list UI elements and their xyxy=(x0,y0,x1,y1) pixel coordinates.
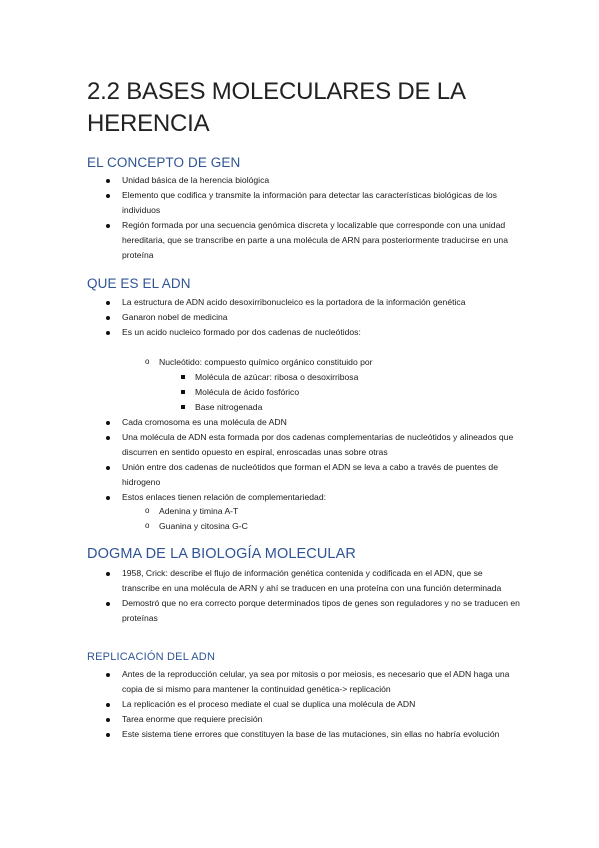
list-adn-subsub xyxy=(195,370,515,415)
list-item: Este sistema tiene errores que constituyen la base de las mutaciones, sin ellas no habría evolución xyxy=(122,727,522,742)
list-adn-pairs xyxy=(159,504,519,534)
list-gen xyxy=(122,173,522,263)
list-item: Ganaron nobel de medicina xyxy=(122,310,522,325)
heading-adn: QUE ES EL ADN xyxy=(87,276,191,291)
heading-gen: EL CONCEPTO DE GEN xyxy=(87,155,241,170)
list-replicacion xyxy=(122,667,522,742)
list-item: La replicación es el proceso mediate el cual se duplica una molécula de ADN xyxy=(122,697,522,712)
list-item: Molécula de ácido fosfórico xyxy=(195,385,515,400)
list-item: Estos enlaces tienen relación de complementariedad: xyxy=(122,490,522,505)
list-item: Antes de la reproducción celular, ya sea por mitosis o por meiosis, es necesario que el ADN haga una copia de si mismo para mantener la continuidad genética-> replicación xyxy=(122,667,522,697)
list-item: Unidad básica de la herencia biológica xyxy=(122,173,522,188)
list-item: Cada cromosoma es una molécula de ADN xyxy=(122,415,522,430)
page-title: 2.2 BASES MOLECULARES DE LA HERENCIA xyxy=(87,78,465,137)
list-item: Una molécula de ADN esta formada por dos cadenas complementarias de nucleótidos y alineados que discurren en sentido opuesto en espiral, enroscadas unas sobre otras xyxy=(122,430,522,460)
list-item: Unión entre dos cadenas de nucleótidos que forman el ADN se leva a cabo a través de puentes de hidrogeno xyxy=(122,460,522,490)
list-adn-sub xyxy=(159,355,519,370)
list-adn-2 xyxy=(122,415,522,505)
list-item: Región formada por una secuencia genómica discreta y localizable que corresponde con una unidad hereditaria, que se transcribe en parte a una molécula de ARN para posteriormente traducirse en una proteína xyxy=(122,218,522,263)
list-dogma xyxy=(122,566,522,626)
list-item: Base nitrogenada xyxy=(195,400,515,415)
list-adn xyxy=(122,295,522,340)
heading-dogma: DOGMA DE LA BIOLOGÍA MOLECULAR xyxy=(87,546,356,562)
list-item: 1958, Crick: describe el flujo de información genética contenida y codificada en el ADN, que se transcribe en una molécula de ARN y ahí se traducen en una proteína con una función determinada xyxy=(122,566,522,596)
list-item: Tarea enorme que requiere precisión xyxy=(122,712,522,727)
list-item: Demostró que no era correcto porque determinados tipos de genes son reguladores y no se traducen en proteínas xyxy=(122,596,522,626)
list-item: La estructura de ADN acido desoxirribonucleico es la portadora de la información genética xyxy=(122,295,522,310)
list-item: Molécula de azúcar: ribosa o desoxirribosa xyxy=(195,370,515,385)
list-item: Elemento que codifica y transmite la información para detectar las características biológicas de los individuos xyxy=(122,188,522,218)
list-item: o Adenina y timina A-T xyxy=(159,504,519,519)
list-item: Es un acido nucleico formado por dos cadenas de nucleótidos: xyxy=(122,325,522,340)
list-item: o Nucleótido: compuesto químico orgánico constituido por xyxy=(159,355,519,370)
list-item: o Guanina y citosina G-C xyxy=(159,519,519,534)
heading-replicacion: REPLICACIÓN DEL ADN xyxy=(87,651,216,663)
